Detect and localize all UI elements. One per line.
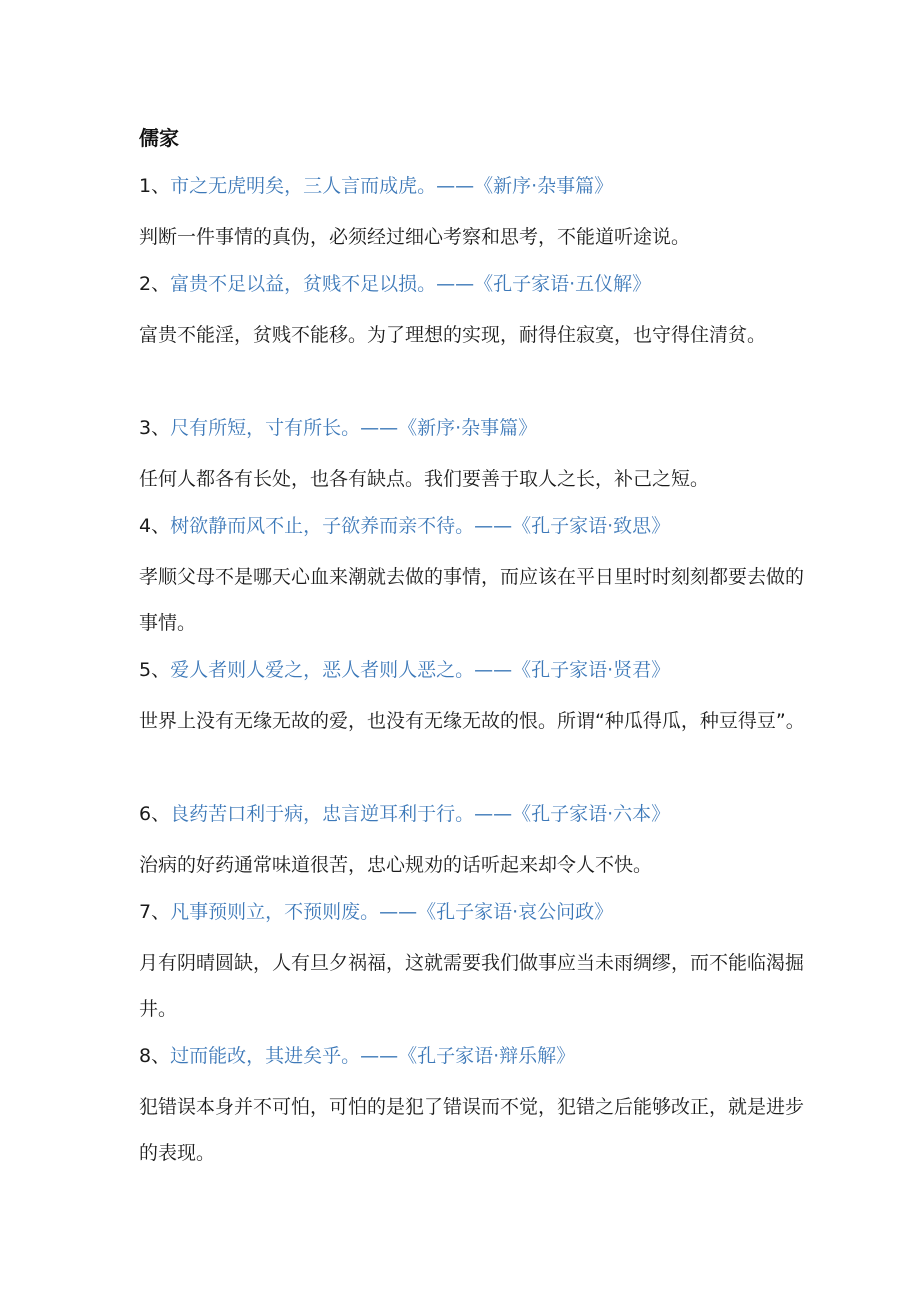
entry-7 <box>139 892 819 1036</box>
quote-line <box>139 650 819 698</box>
entry-2 <box>139 264 819 408</box>
entry-5 <box>139 650 819 794</box>
entry-number: 6、 <box>139 803 171 825</box>
explanation-text: 判断一件事情的真伪，必须经过细心考察和思考，不能道听途说。 <box>139 226 691 248</box>
quote-line <box>139 264 819 312</box>
entry-number: 1、 <box>139 175 171 197</box>
entry-3 <box>139 408 819 506</box>
quote-text: 爱人者则人爱之，恶人者则人恶之。——《孔子家语·贤君》 <box>170 659 671 681</box>
entry-4 <box>139 506 819 650</box>
document-page <box>139 118 819 1180</box>
explanation-text: 治病的好药通常味道很苦，忠心规劝的话听起来却令人不快。 <box>139 854 653 876</box>
explanation-text: 世界上没有无缘无故的爱，也没有无缘无故的恨。所谓“种瓜得瓜，种豆得豆”。 <box>139 710 805 732</box>
entry-number: 2、 <box>139 273 171 295</box>
quote-line <box>139 166 819 214</box>
quote-text: 尺有所短，寸有所长。——《新序·杂事篇》 <box>170 417 538 439</box>
quote-text: 凡事预则立，不预则废。——《孔子家语·哀公问政》 <box>170 901 614 923</box>
entry-1 <box>139 166 819 264</box>
quote-text: 富贵不足以益，贫贱不足以损。——《孔子家语·五仪解》 <box>170 273 652 295</box>
entry-6 <box>139 794 819 892</box>
entry-number: 7、 <box>139 901 171 923</box>
quote-text: 市之无虎明矣，三人言而成虎。——《新序·杂事篇》 <box>170 175 614 197</box>
quote-text: 过而能改，其进矣乎。——《孔子家语·辩乐解》 <box>170 1045 576 1067</box>
quote-text: 良药苦口利于病，忠言逆耳利于行。——《孔子家语·六本》 <box>170 803 671 825</box>
quote-line <box>139 892 819 940</box>
entry-number: 5、 <box>139 659 171 681</box>
explanation-text: 犯错误本身并不可怕，可怕的是犯了错误而不觉，犯错之后能够改正，就是进步的表现。 <box>139 1096 805 1164</box>
explanation-text: 富贵不能淫，贫贱不能移。为了理想的实现，耐得住寂寞，也守得住清贫。 <box>139 324 767 346</box>
entry-8 <box>139 1036 819 1180</box>
entry-number: 4、 <box>139 515 171 537</box>
section-heading: 儒家 <box>139 126 179 150</box>
explanation-text: 孝顺父母不是哪天心血来潮就去做的事情，而应该在平日里时时刻刻都要去做的事情。 <box>139 566 805 634</box>
quote-line <box>139 408 819 456</box>
explanation-text: 任何人都各有长处，也各有缺点。我们要善于取人之长，补己之短。 <box>139 468 710 490</box>
quote-line <box>139 1036 819 1084</box>
quote-text: 树欲静而风不止，子欲养而亲不待。——《孔子家语·致思》 <box>170 515 671 537</box>
entry-number: 8、 <box>139 1045 171 1067</box>
explanation-text: 月有阴晴圆缺，人有旦夕祸福，这就需要我们做事应当未雨绸缪，而不能临渴掘井。 <box>139 952 805 1020</box>
entry-number: 3、 <box>139 417 171 439</box>
quote-line <box>139 794 819 842</box>
quote-line <box>139 506 819 554</box>
